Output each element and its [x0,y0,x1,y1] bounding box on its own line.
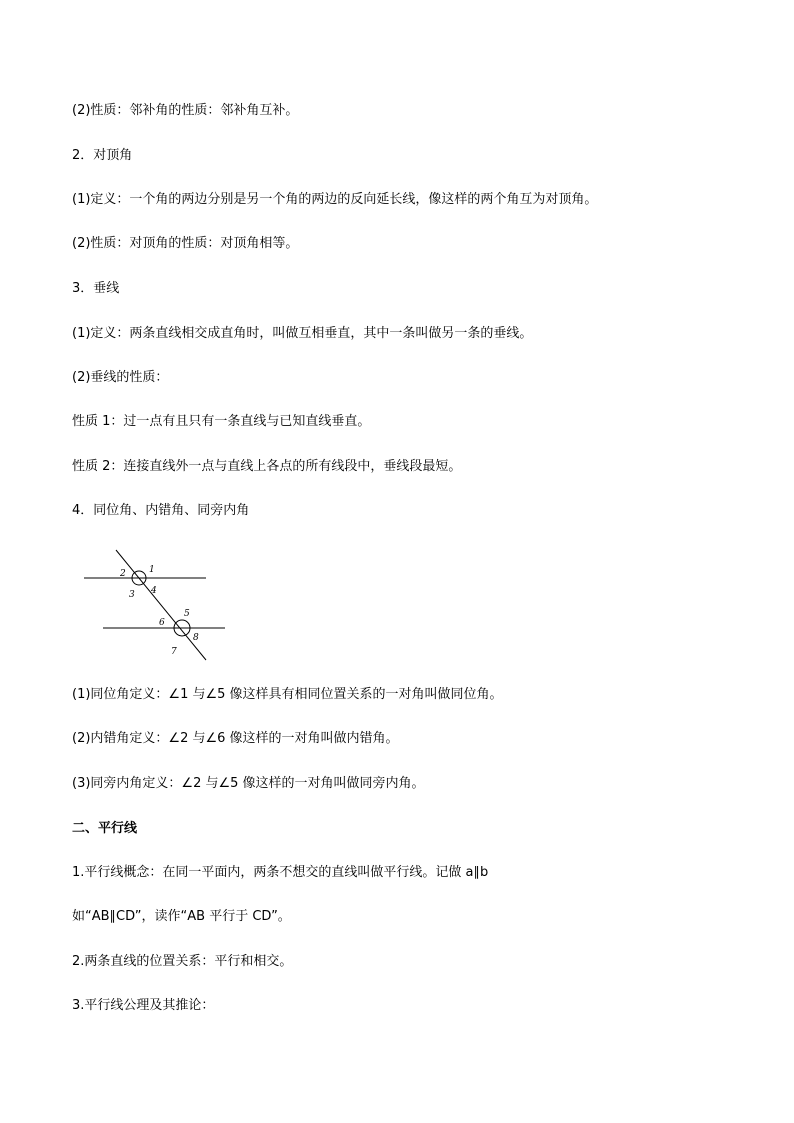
transversal-line [116,550,206,660]
angle-label-2: 2 [120,569,126,579]
section-heading: 4．同位角、内错角、同旁内角 [72,503,250,518]
angle-label-4: 4 [151,586,157,596]
angle-label-5: 5 [184,609,190,619]
section-heading: 二、平行线 [72,821,138,836]
text-line: (2)性质：对顶角的性质：对顶角相等。 [72,236,299,251]
section-heading: 2．对顶角 [72,148,133,163]
text-line: (1)定义：一个角的两边分别是另一个角的两边的反向延长线，像这样的两个角互为对顶角。 [72,192,598,207]
section-heading: 3．垂线 [72,281,120,296]
angle-label-8: 8 [193,633,199,643]
text-line: (2)垂线的性质： [72,370,169,385]
text-line: (2)内错角定义：∠2 与∠6 像这样的一对角叫做内错角。 [72,731,399,746]
text-line: (1)定义：两条直线相交成直角时，叫做互相垂直，其中一条叫做另一条的垂线。 [72,326,533,341]
text-line: 2.两条直线的位置关系：平行和相交。 [72,954,293,969]
text-line: 性质 1：过一点有且只有一条直线与已知直线垂直。 [72,414,371,429]
text-line: 1.平行线概念：在同一平面内，两条不想交的直线叫做平行线。记做 a∥b [72,865,489,880]
angle-label-7: 7 [171,647,177,657]
angle-label-3: 3 [129,590,135,600]
text-line: 3.平行线公理及其推论： [72,998,215,1013]
parallel-lines-transversal-diagram [82,544,230,662]
angle-label-6: 6 [159,618,165,628]
angles-figure [82,544,230,662]
text-line: (3)同旁内角定义：∠2 与∠5 像这样的一对角叫做同旁内角。 [72,776,425,791]
text-line: (1)同位角定义：∠1 与∠5 像这样具有相同位置关系的一对角叫做同位角。 [72,687,503,702]
text-line: 如“AB∥CD”，读作“AB 平行于 CD”。 [72,909,291,924]
angle-label-1: 1 [149,565,155,575]
text-line: (2)性质：邻补角的性质：邻补角互补。 [72,103,299,118]
text-line: 性质 2：连接直线外一点与直线上各点的所有线段中，垂线段最短。 [72,459,462,474]
